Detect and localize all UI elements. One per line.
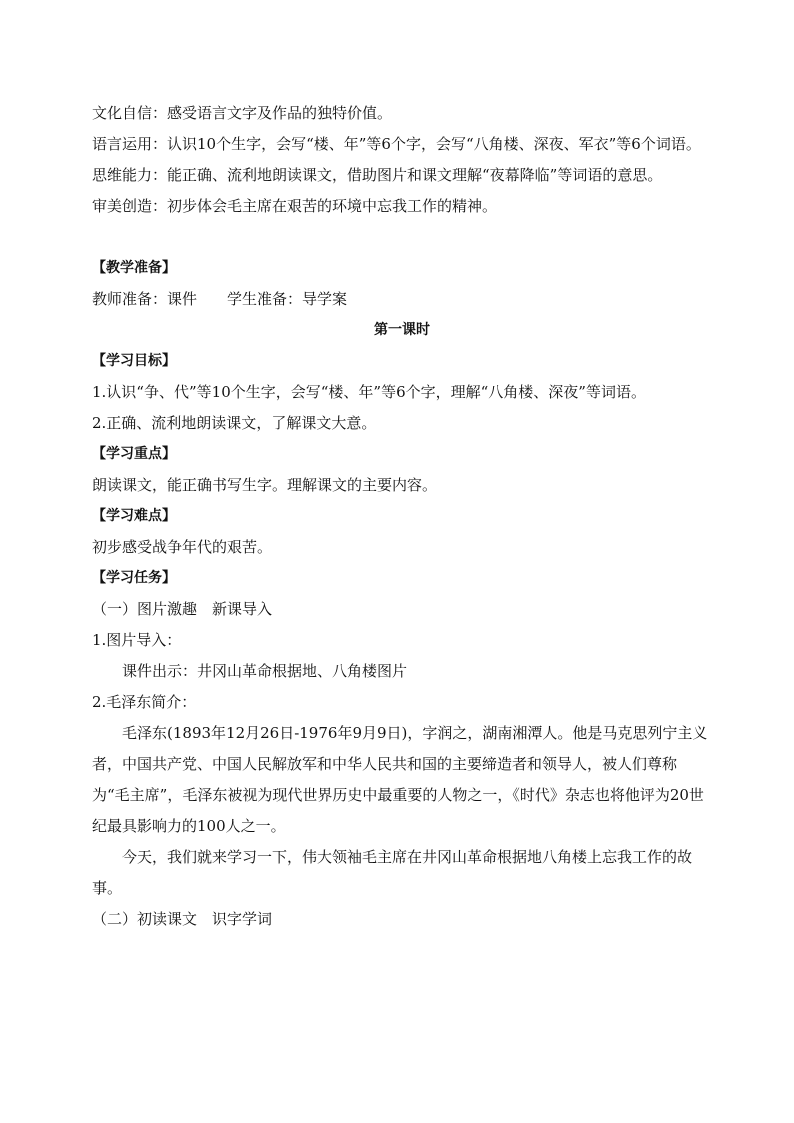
objectives-heading: 【学习目标】	[92, 353, 176, 369]
difficulties-text: 初步感受战争年代的艰苦。	[92, 538, 273, 556]
mao-biography: 毛泽东(1893年12月26日-1976年9月9日)，字润之，湖南湘潭人。他是马克思列宁主义者，中国共产党、中国人民解放军和中华人民共和国的主要缔造者和领导人，被人们尊称为“毛主席”，毛泽东被视为现代世界历史中最重要的人物之一，《时代》杂志也将他评为20世纪最具影响力的100人之一。	[92, 724, 708, 835]
prep-text: 教师准备：课件 学生准备：导学案	[92, 290, 348, 308]
task-item-1: 1.图片导入：	[92, 631, 182, 649]
document-content	[92, 98, 712, 935]
prep-heading: 【教学准备】	[92, 260, 176, 276]
difficulties-heading: 【学习难点】	[92, 508, 176, 524]
goal-aesthetic: 审美创造：初步体会毛主席在艰苦的环境中忘我工作的精神。	[92, 197, 498, 215]
lesson-title: 第一课时	[374, 322, 430, 338]
key-points-heading: 【学习重点】	[92, 446, 176, 462]
objective-2: 2.正确、流利地朗读课文，了解课文大意。	[92, 414, 377, 432]
objective-1: 1.认识“争、代”等10个生字，会写“楼、年”等6个字，理解“八角楼、深夜”等词语。	[92, 383, 646, 401]
goal-culture: 文化自信：感受语言文字及作品的独特价值。	[92, 104, 393, 122]
section-1-title: （一）图片激趣 新课导入	[92, 600, 273, 618]
section-2-title: （二）初读课文 识字学词	[92, 910, 273, 928]
goal-thinking: 思维能力：能正确、流利地朗读课文，借助图片和课文理解“夜幕降临”等词语的意思。	[92, 166, 663, 184]
tasks-heading: 【学习任务】	[92, 570, 176, 586]
goal-language: 语言运用：认识10个生字，会写“楼、年”等6个字，会写“八角楼、深夜、军衣”等6个词语。	[92, 135, 701, 153]
task-item-2: 2.毛泽东简介：	[92, 693, 197, 711]
key-points-text: 朗读课文，能正确书写生字。理解课文的主要内容。	[92, 476, 438, 494]
lesson-intro: 今天，我们就来学习一下，伟大领袖毛主席在井冈山革命根据地八角楼上忘我工作的故事。	[92, 848, 693, 897]
task-item-1-text: 课件出示：井冈山革命根据地、八角楼图片	[122, 662, 408, 680]
